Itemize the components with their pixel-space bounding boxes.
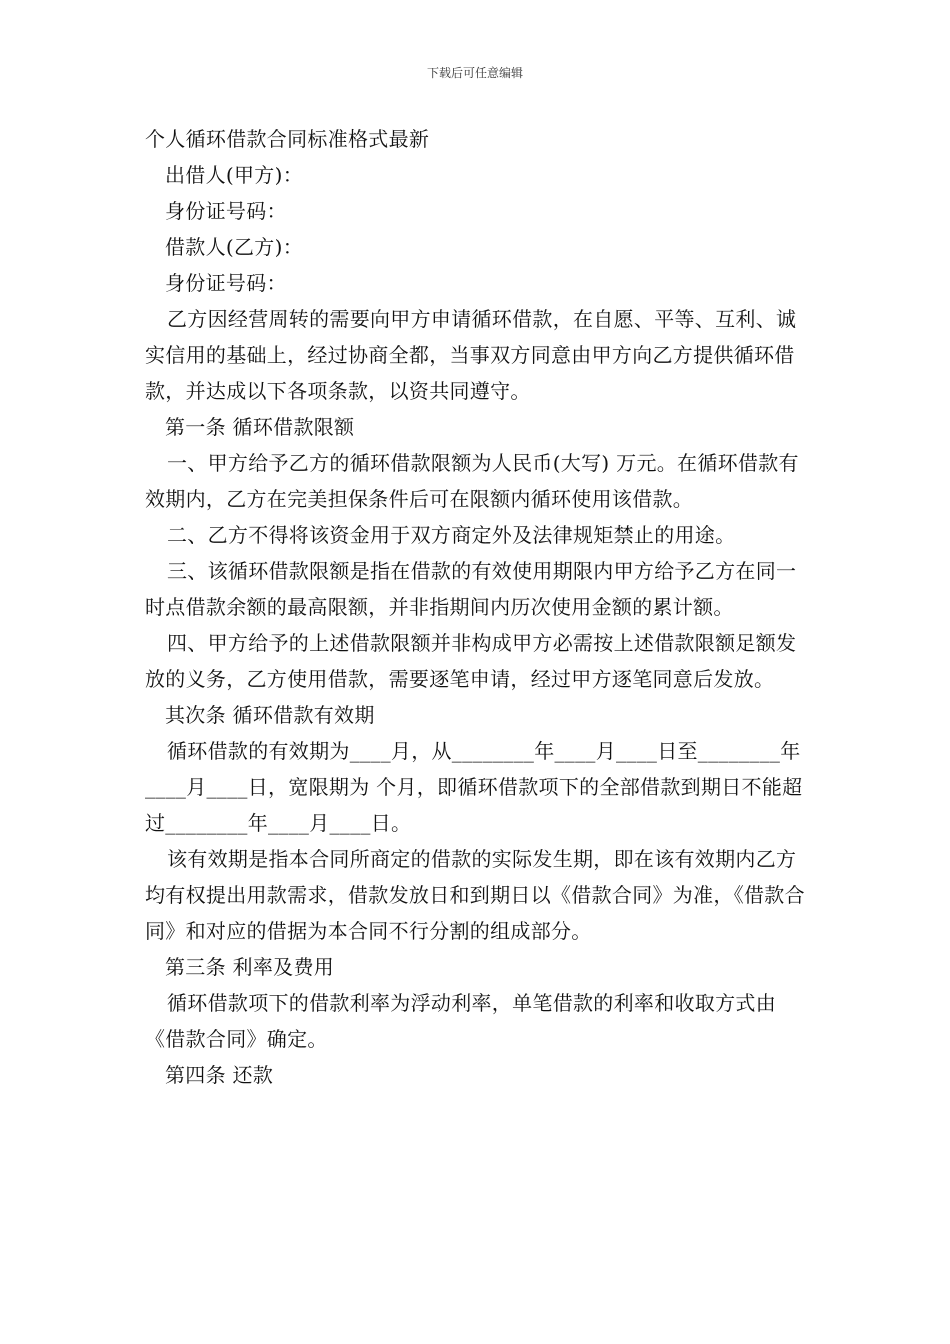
borrower-id-field: 身份证号码：	[165, 271, 287, 295]
article-3-paragraph-1: 循环借款项下的借款利率为浮动利率，单笔借款的利率和收取方式由《借款合同》确定。	[145, 991, 776, 1051]
document-body	[145, 121, 810, 1093]
borrower-field: 借款人(乙方)：	[165, 235, 304, 259]
article-1-clause-1: 一、甲方给予乙方的循环借款限额为人民币(大写) 万元。在循环借款有效期内，乙方在完美担保条件后可在限额内循环使用该借款。	[145, 451, 799, 511]
article-2-paragraph-2: 该有效期是指本合同所商定的借款的实际发生期，即在该有效期内乙方均有权提出用款需求，借款发放日和到期日以《借款合同》为准，《借款合同》和对应的借据为本合同不行分割的组成部分。	[145, 847, 805, 943]
article-2-paragraph-1: 循环借款的有效期为____月，从________年____月____日至________年____月____日，宽限期为 个月，即循环借款项下的全部借款到期日不能超过________年____月____日。	[145, 739, 803, 835]
article-1-heading: 第一条 循环借款限额	[165, 415, 355, 439]
article-1-clause-3: 三、该循环借款限额是指在借款的有效使用期限内甲方给予乙方在同一时点借款余额的最高限额，并非指期间内历次使用金额的累计额。	[145, 559, 797, 619]
article-4-heading: 第四条 还款	[165, 1063, 274, 1087]
header-note: 下载后可任意编辑	[426, 66, 523, 80]
article-2-heading: 其次条 循环借款有效期	[165, 703, 375, 727]
lender-id-field: 身份证号码：	[165, 199, 287, 223]
article-3-heading: 第三条 利率及费用	[165, 955, 335, 979]
intro-paragraph: 乙方因经营周转的需要向甲方申请循环借款，在自愿、平等、互利、诚实信用的基础上，经过协商全都，当事双方同意由甲方向乙方提供循环借款，并达成以下各项条款，以资共同遵守。	[145, 307, 797, 403]
document-title: 个人循环借款合同标准格式最新	[145, 127, 430, 151]
article-1-clause-2: 二、乙方不得将该资金用于双方商定外及法律规矩禁止的用途。	[167, 523, 736, 547]
article-1-clause-4: 四、甲方给予的上述借款限额并非构成甲方必需按上述借款限额足额发放的义务，乙方使用借款，需要逐笔申请，经过甲方逐笔同意后发放。	[145, 631, 797, 691]
lender-field: 出借人(甲方)：	[165, 163, 304, 187]
